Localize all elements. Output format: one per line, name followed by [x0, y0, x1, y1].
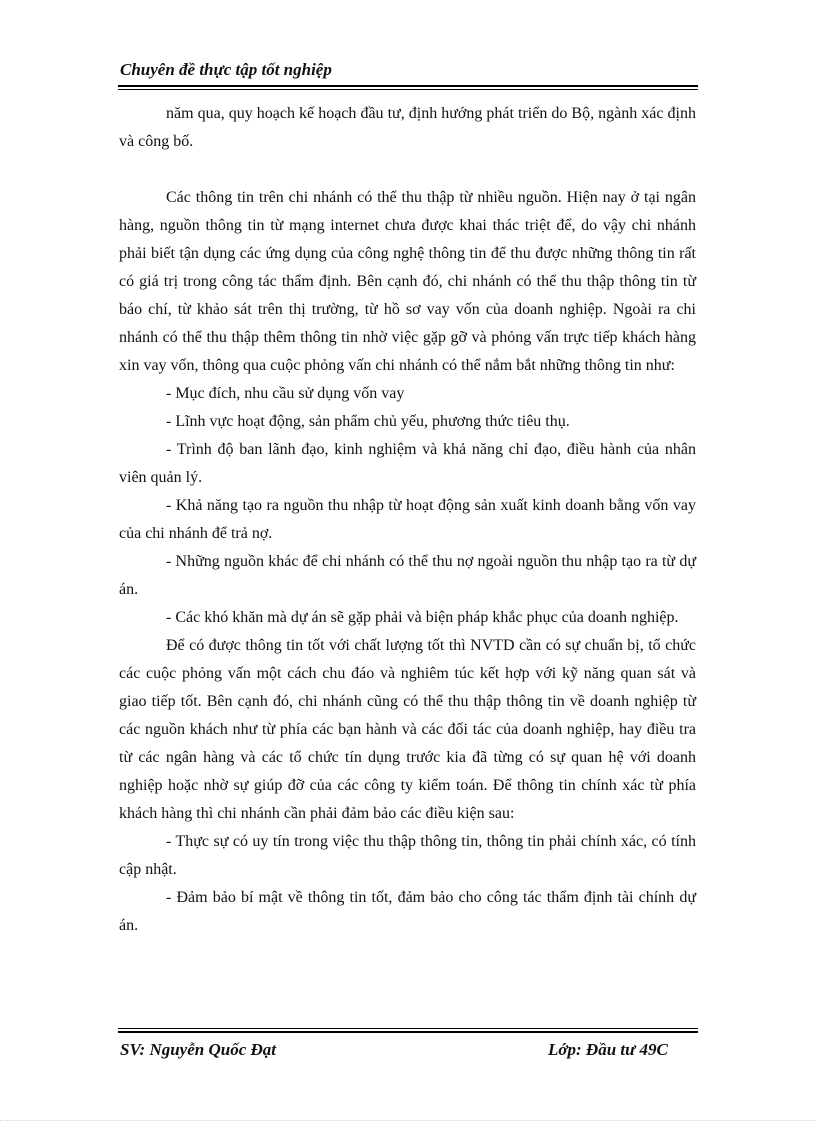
header-rule-thin — [118, 89, 698, 90]
paragraph-sources: Các thông tin trên chi nhánh có thể thu thập từ nhiều nguồn. Hiện nay ở tại ngân hàng, nguồn thông tin từ mạng internet chưa được khai thác triệt để, do vậy chi nhánh phải biết tận dụng các ứng dụng của công nghệ thông tin để thu được những thông tin rất có giá trị trong công tác thẩm định. Bên cạnh đó, chi nhánh có thể thu thập thông tin từ báo chí, từ khảo sát trên thị trường, từ hồ sơ vay vốn của doanh nghiệp. Ngoài ra chi nhánh có thể thu thập thêm thông tin nhờ việc gặp gỡ và phỏng vấn trực tiếp khách hàng xin vay vốn, thông qua cuộc phỏng vấn chi nhánh có thể nắm bắt những thông tin như: — [119, 189, 696, 374]
list-item: - Đảm bảo bí mật về thông tin tốt, đảm bảo cho công tác thẩm định tài chính dự án. — [119, 889, 696, 934]
list-item: - Thực sự có uy tín trong việc thu thập thông tin, thông tin phải chính xác, có tính cập nhật. — [119, 833, 696, 878]
footer-class: Lớp: Đầu tư 49C — [548, 1040, 668, 1059]
paragraph-continuation: năm qua, quy hoạch kế hoạch đầu tư, định hướng phát triển do Bộ, ngành xác định và công bố. — [119, 105, 696, 150]
page-edge-divider — [0, 1120, 816, 1121]
footer-rule-thin — [118, 1028, 698, 1029]
list-item: - Các khó khăn mà dự án sẽ gặp phải và biện pháp khắc phục của doanh nghiệp. — [166, 609, 679, 626]
body-text — [119, 100, 696, 940]
header-rule-thick — [118, 85, 698, 87]
paragraph-quality: Để có được thông tin tốt với chất lượng tốt thì NVTD cần có sự chuẩn bị, tổ chức các cuộc phỏng vấn một cách chu đáo và nghiêm túc kết hợp với kỹ năng quan sát và giao tiếp tốt. Bên cạnh đó, chi nhánh cũng có thể thu thập thông tin về doanh nghiệp từ các nguồn khách như từ phía các bạn hành và các đối tác của doanh nghiệp, hay điều tra từ các ngân hàng và các tổ chức tín dụng trước kia đã từng có sự quan hệ với doanh nghiệp hoặc nhờ sự giúp đỡ của các công ty kiểm toán. Để thông tin chính xác từ phía khách hàng thì chi nhánh cần phải đảm bảo các điều kiện sau: — [119, 637, 696, 822]
list-item: - Lĩnh vực hoạt động, sản phẩm chủ yếu, phương thức tiêu thụ. — [166, 413, 570, 430]
list-item: - Khả năng tạo ra nguồn thu nhập từ hoạt động sản xuất kinh doanh bằng vốn vay của chi nhánh để trả nợ. — [119, 497, 696, 542]
list-item: - Mục đích, nhu cầu sử dụng vốn vay — [166, 385, 405, 402]
list-item: - Những nguồn khác để chi nhánh có thể thu nợ ngoài nguồn thu nhập tạo ra từ dự án. — [119, 553, 696, 598]
footer-rule-thick — [118, 1031, 698, 1033]
header-title: Chuyên đề thực tập tốt nghiệp — [120, 60, 332, 79]
footer-student-name: SV: Nguyễn Quốc Đạt — [120, 1040, 276, 1059]
list-item: - Trình độ ban lãnh đạo, kinh nghiệm và khả năng chỉ đạo, điều hành của nhân viên quản lý. — [119, 441, 696, 486]
